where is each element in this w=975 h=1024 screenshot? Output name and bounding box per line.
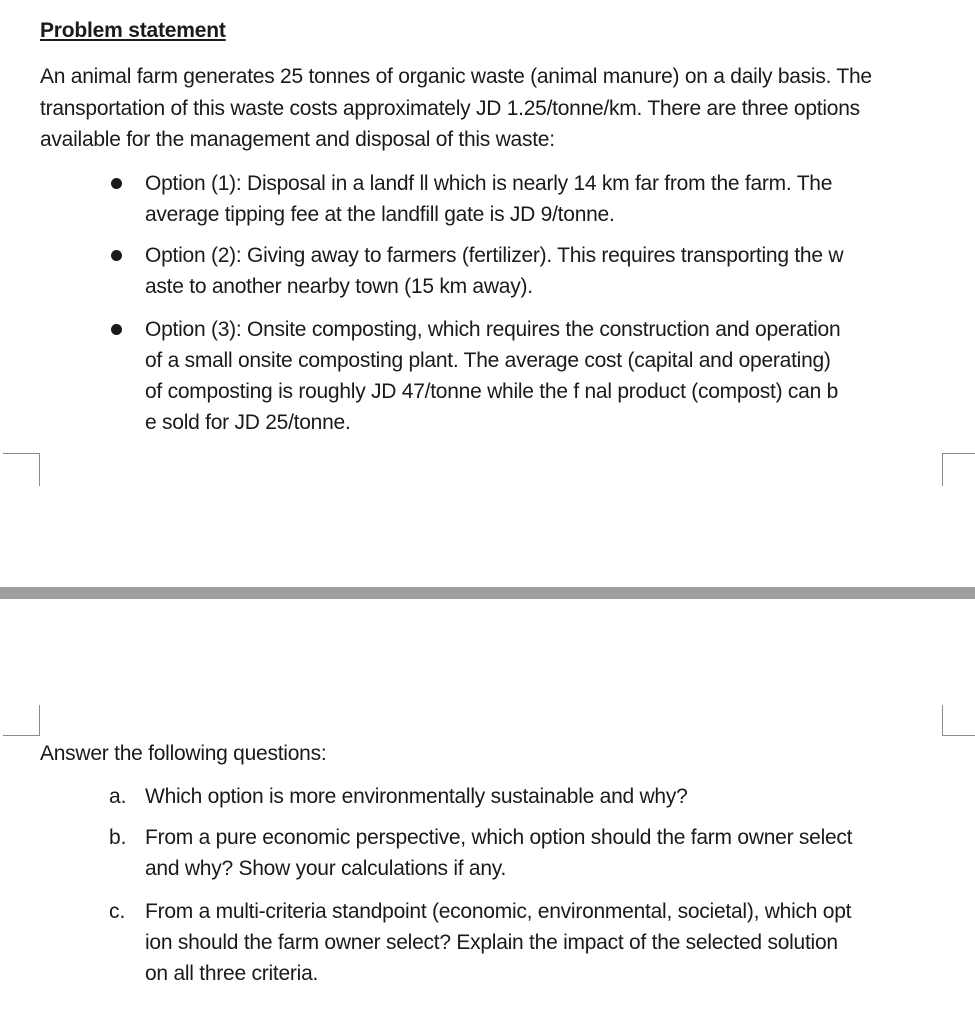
option-3-item: [0, 314, 975, 438]
option-1-line-2: average tipping fee at the landfill gate is JD 9/tonne.: [145, 203, 615, 226]
question-b-item: [0, 822, 975, 884]
question-c-marker: c.: [109, 900, 126, 923]
bullet-icon: [111, 250, 122, 261]
intro-paragraph: An animal farm generates 25 tonnes of organic waste (animal manure) on a daily basis. The transportation of this waste costs approximately JD 1.25/tonne/km. There are three options available for the management and disposal of this waste:: [40, 65, 872, 151]
question-c-line-3: on all three criteria.: [145, 962, 319, 985]
crop-mark-bottom-right: [942, 705, 975, 736]
question-a-item: [0, 781, 975, 812]
section-heading: Problem statement: [40, 19, 226, 42]
question-a-marker: a.: [109, 785, 127, 808]
questions-intro: Answer the following questions:: [40, 742, 327, 765]
question-b-line-1: From a pure economic perspective, which option should the farm owner select: [145, 826, 853, 849]
question-c-line-2: ion should the farm owner select? Explain the impact of the selected solution: [145, 931, 838, 954]
question-c-line-1: From a multi-criteria standpoint (economic, environmental, societal), which opt: [145, 900, 852, 923]
crop-mark-top-right: [942, 453, 975, 486]
option-3-line-2: of a small onsite composting plant. The average cost (capital and operating): [145, 349, 831, 372]
question-c-item: [0, 896, 975, 989]
option-2-item: [0, 240, 975, 302]
question-b-marker: b.: [109, 826, 127, 849]
option-3-line-4: e sold for JD 25/tonne.: [145, 411, 351, 434]
crop-mark-bottom-left: [3, 705, 40, 736]
question-b-line-2: and why? Show your calculations if any.: [145, 857, 507, 880]
crop-mark-top-left: [3, 453, 40, 486]
bullet-icon: [111, 178, 122, 189]
question-a-line-1: Which option is more environmentally sustainable and why?: [145, 785, 688, 808]
document-page-2: [0, 599, 975, 1024]
option-3-line-3: of composting is roughly JD 47/tonne while the f nal product (compost) can b: [145, 380, 839, 403]
option-2-line-2: aste to another nearby town (15 km away).: [145, 275, 533, 298]
option-1-line-1: Option (1): Disposal in a landf ll which is nearly 14 km far from the farm. The: [145, 172, 833, 195]
bullet-icon: [111, 324, 122, 335]
option-3-line-1: Option (3): Onsite composting, which requires the construction and operation: [145, 318, 841, 341]
option-2-line-1: Option (2): Giving away to farmers (fertilizer). This requires transporting the w: [145, 244, 844, 267]
option-1-item: [0, 168, 975, 230]
page-separator: [0, 587, 975, 599]
